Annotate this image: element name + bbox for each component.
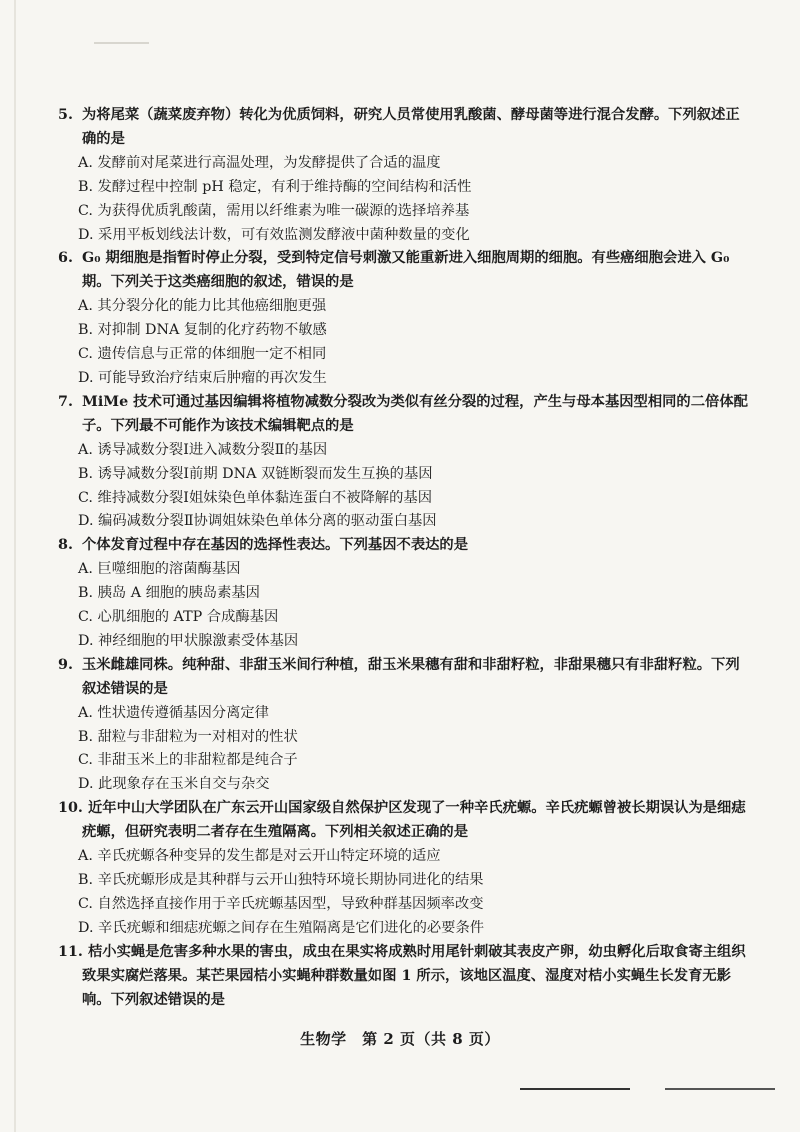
option-b: B. 辛氏疣螈形成是其种群与云开山独特环境长期协同进化的结果 (78, 872, 484, 888)
option-d: D. 神经细胞的甲状腺激素受体基因 (78, 632, 299, 649)
question-number: 5. (58, 107, 73, 123)
option-b: B. 诱导减数分裂Ⅰ前期 DNA 双链断裂而发生互换的基因 (78, 465, 433, 482)
option-b: B. 发酵过程中控制 pH 稳定，有利于维持酶的空间结构和活性 (78, 178, 472, 195)
question-7 (58, 391, 748, 534)
option-c: C. 为获得优质乳酸菌，需用以纤维素为唯一碳源的选择培养基 (78, 202, 470, 219)
question-stem: 个体发育过程中存在基因的选择性表达。下列基因不表达的是 (82, 537, 469, 554)
question-10 (58, 797, 748, 940)
option-c: C. 遗传信息与正常的体细胞一定不相同 (78, 346, 327, 363)
page-footer: 生物学 第 2 页（共 8 页） (300, 1030, 500, 1048)
question-8 (58, 534, 748, 654)
option-c: C. 心肌细胞的 ATP 合成酶基因 (78, 609, 279, 626)
option-b: B. 对抑制 DNA 复制的化疗药物不敏感 (78, 322, 327, 339)
question-list (58, 104, 748, 1012)
option-b: B. 胰岛 A 细胞的胰岛素基因 (78, 585, 260, 602)
option-d: D. 辛氏疣螈和细痣疣螈之间存在生殖隔离是它们进化的必要条件 (78, 919, 485, 936)
question-number: 9. (58, 656, 73, 673)
question-number: 6. (58, 250, 73, 267)
question-stem: 桔小实蝇是危害多种水果的害虫，成虫在果实将成熟时用尾针刺破其表皮产卵，幼虫孵化后取食寄主组织致果实腐烂落果。某芒果园桔小实蝇种群数量如图 1 所示，该地区温度、湿度对桔小实蝇生长发育无影响。下列叙述错误的是 (82, 943, 746, 1008)
scan-edge (14, 0, 16, 1132)
option-d: D. 此现象存在玉米自交与杂交 (78, 776, 270, 793)
option-a: A. 巨噬细胞的溶菌酶基因 (78, 561, 241, 578)
option-a: A. 发酵前对尾菜进行高温处理，为发酵提供了合适的温度 (78, 154, 441, 171)
option-a: A. 诱导减数分裂Ⅰ进入减数分裂Ⅱ的基因 (78, 441, 328, 458)
question-stem: MiMe 技术可通过基因编辑将植物减数分裂改为类似有丝分裂的过程，产生与母本基因型相同的二倍体配子。下列最不可能作为该技术编辑靶点的是 (82, 393, 748, 434)
question-stem: 玉米雌雄同株。纯种甜、非甜玉米间行种植，甜玉米果穗有甜和非甜籽粒，非甜果穗只有非甜籽粒。下列叙述错误的是 (82, 656, 740, 697)
option-a: A. 其分裂分化的能力比其他癌细胞更强 (78, 298, 327, 315)
question-number: 10. (58, 800, 83, 817)
option-c: C. 非甜玉米上的非甜粒都是纯合子 (78, 752, 298, 769)
question-number: 8. (58, 537, 73, 554)
question-stem: G₀ 期细胞是指暂时停止分裂，受到特定信号刺激又能重新进入细胞周期的细胞。有些癌细胞会进入 G₀ 期。下列关于这类癌细胞的叙述，错误的是 (82, 250, 730, 291)
option-a: A. 性状遗传遵循基因分离定律 (78, 704, 269, 721)
question-number: 7. (58, 393, 73, 410)
option-d: D. 编码减数分裂Ⅱ协调姐妹染色单体分离的驱动蛋白基因 (78, 513, 437, 530)
scan-mark (665, 1088, 775, 1090)
option-a: A. 辛氏疣螈各种变异的发生都是对云开山特定环境的适应 (78, 848, 441, 865)
question-6 (58, 247, 748, 390)
option-b: B. 甜粒与非甜粒为一对相对的性状 (78, 728, 298, 745)
option-d: D. 采用平板划线法计数，可有效监测发酵液中菌种数量的变化 (78, 226, 470, 243)
option-d: D. 可能导致治疗结束后肿瘤的再次发生 (78, 369, 327, 386)
scan-mark (520, 1088, 630, 1090)
scan-smudge (94, 42, 149, 44)
question-9 (58, 654, 748, 797)
question-5 (58, 104, 748, 247)
question-stem: 为将尾菜（蔬菜废弃物）转化为优质饲料，研究人员常使用乳酸菌、酵母菌等进行混合发酵。下列叙述正确的是 (82, 107, 740, 147)
option-c: C. 维持减数分裂Ⅰ姐妹染色单体黏连蛋白不被降解的基因 (78, 489, 432, 506)
question-number: 11. (58, 943, 83, 960)
question-stem: 近年中山大学团队在广东云开山国家级自然保护区发现了一种辛氏疣螈。辛氏疣螈曾被长期误认为是细痣疣螈，但研究表明二者存在生殖隔离。下列相关叙述正确的是 (82, 800, 746, 841)
option-c: C. 自然选择直接作用于辛氏疣螈基因型，导致种群基因频率改变 (78, 895, 484, 912)
question-11 (58, 941, 748, 1013)
